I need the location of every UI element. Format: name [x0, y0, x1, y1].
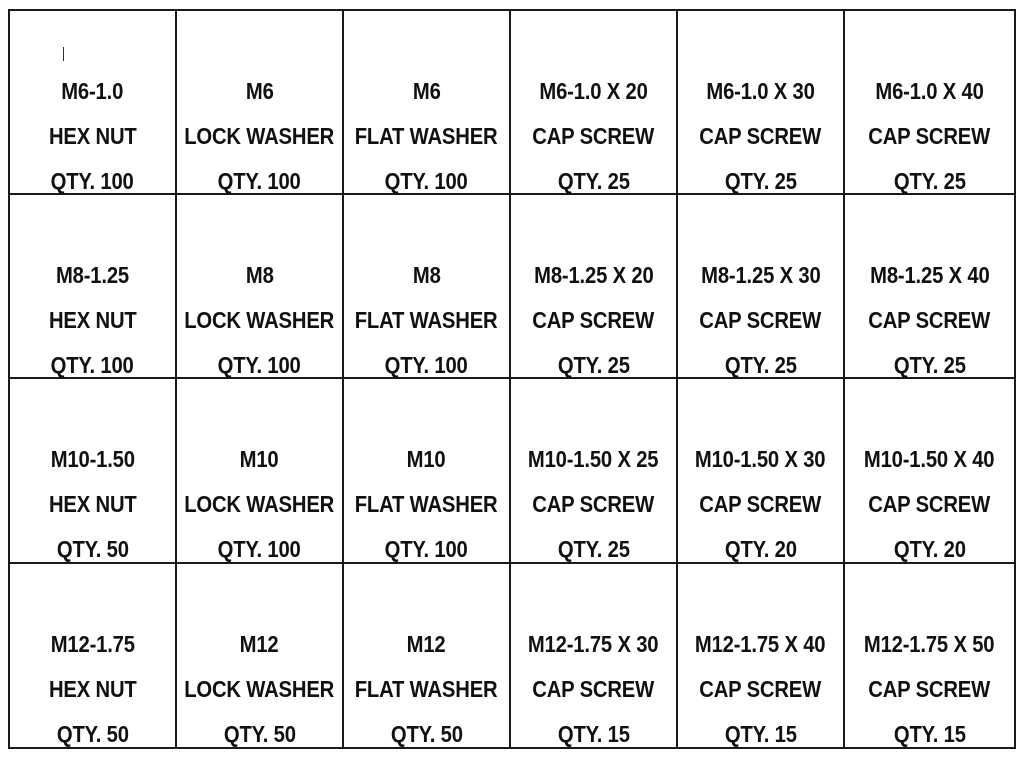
cell-qty: QTY. 25: [724, 168, 797, 194]
cell-type: HEX NUT: [48, 491, 137, 517]
label-cell: [10, 564, 177, 747]
label-cell: [344, 379, 511, 564]
cell-qty: QTY. 20: [724, 536, 797, 562]
cell-qty: QTY. 50: [390, 721, 463, 747]
cell-type: CAP SCREW: [868, 123, 991, 149]
hardware-label-grid: [8, 9, 1016, 749]
cell-size: M10-1.50 X 30: [695, 446, 826, 472]
cell-qty: QTY. 100: [385, 168, 468, 194]
cell-type: CAP SCREW: [868, 676, 991, 702]
cell-type: HEX NUT: [48, 676, 137, 702]
cell-type: CAP SCREW: [532, 307, 655, 333]
cell-size: M8-1.25 X 20: [533, 262, 654, 288]
label-cell: [511, 564, 678, 747]
cell-qty: QTY. 15: [724, 721, 797, 747]
cell-size: M10-1.50 X 25: [528, 446, 659, 472]
label-cell: [10, 379, 177, 564]
cell-size: M12-1.75 X 30: [528, 631, 659, 657]
label-cell: [344, 564, 511, 747]
cell-qty: QTY. 100: [218, 168, 301, 194]
label-cell: [678, 11, 845, 195]
cell-type: LOCK WASHER: [184, 123, 335, 149]
cell-qty: QTY. 100: [218, 352, 301, 378]
cell-qty: QTY. 20: [893, 536, 966, 562]
label-cell: [845, 379, 1014, 564]
cell-type: CAP SCREW: [699, 491, 822, 517]
cell-type: CAP SCREW: [532, 123, 655, 149]
label-cell: [845, 195, 1014, 379]
cell-type: LOCK WASHER: [184, 307, 335, 333]
label-cell: [10, 195, 177, 379]
label-cell: [678, 195, 845, 379]
cell-size: M12: [240, 631, 279, 657]
cell-size: M10-1.50: [50, 446, 135, 472]
cell-type: CAP SCREW: [699, 307, 822, 333]
cell-qty: QTY. 15: [557, 721, 630, 747]
cell-qty: QTY. 25: [557, 536, 630, 562]
cell-size: M6-1.0 X 30: [706, 78, 815, 104]
cell-qty: QTY. 100: [51, 168, 134, 194]
cell-size: M6-1.0 X 40: [875, 78, 984, 104]
cell-size: M8-1.25: [55, 262, 130, 288]
label-cell: [344, 11, 511, 195]
cell-size: M12-1.75 X 50: [864, 631, 995, 657]
cell-qty: QTY. 15: [893, 721, 966, 747]
cell-type: LOCK WASHER: [184, 491, 335, 517]
label-cell: [177, 11, 344, 195]
cell-type: CAP SCREW: [532, 491, 655, 517]
cell-size: M12-1.75 X 40: [695, 631, 826, 657]
cell-size: M8: [245, 262, 274, 288]
cell-size: M8: [412, 262, 441, 288]
cell-qty: QTY. 25: [724, 352, 797, 378]
label-cell: [511, 379, 678, 564]
cell-qty: QTY. 25: [893, 352, 966, 378]
cell-size: M6-1.0: [61, 78, 124, 104]
cell-type: FLAT WASHER: [355, 307, 498, 333]
cell-qty: QTY. 100: [385, 536, 468, 562]
cell-size: M10: [407, 446, 446, 472]
cell-size: M10-1.50 X 40: [864, 446, 995, 472]
cell-type: LOCK WASHER: [184, 676, 335, 702]
label-cell: [845, 11, 1014, 195]
cell-qty: QTY. 50: [56, 721, 129, 747]
cell-type: FLAT WASHER: [355, 676, 498, 702]
label-cell: [344, 195, 511, 379]
text-cursor-mark: [63, 47, 64, 61]
cell-size: M8-1.25 X 30: [700, 262, 821, 288]
cell-type: CAP SCREW: [868, 307, 991, 333]
cell-size: M12: [407, 631, 446, 657]
label-cell: [511, 195, 678, 379]
cell-type: FLAT WASHER: [355, 491, 498, 517]
cell-type: HEX NUT: [48, 123, 137, 149]
label-cell: [845, 564, 1014, 747]
cell-qty: QTY. 25: [557, 168, 630, 194]
cell-size: M10: [240, 446, 279, 472]
cell-qty: QTY. 50: [56, 536, 129, 562]
cell-qty: QTY. 100: [218, 536, 301, 562]
cell-size: M6: [245, 78, 274, 104]
cell-type: CAP SCREW: [532, 676, 655, 702]
label-cell: [511, 11, 678, 195]
cell-qty: QTY. 100: [51, 352, 134, 378]
label-cell: [678, 564, 845, 747]
cell-qty: QTY. 50: [223, 721, 296, 747]
label-cell: [177, 564, 344, 747]
label-cell: [678, 379, 845, 564]
cell-type: CAP SCREW: [699, 123, 822, 149]
cell-qty: QTY. 25: [893, 168, 966, 194]
label-cell: [10, 11, 177, 195]
cell-size: M8-1.25 X 40: [869, 262, 990, 288]
cell-size: M12-1.75: [50, 631, 135, 657]
cell-type: CAP SCREW: [699, 676, 822, 702]
label-cell: [177, 195, 344, 379]
label-cell: [177, 379, 344, 564]
cell-type: FLAT WASHER: [355, 123, 498, 149]
cell-size: M6-1.0 X 20: [539, 78, 648, 104]
cell-size: M6: [412, 78, 441, 104]
cell-type: HEX NUT: [48, 307, 137, 333]
cell-type: CAP SCREW: [868, 491, 991, 517]
cell-qty: QTY. 100: [385, 352, 468, 378]
cell-qty: QTY. 25: [557, 352, 630, 378]
